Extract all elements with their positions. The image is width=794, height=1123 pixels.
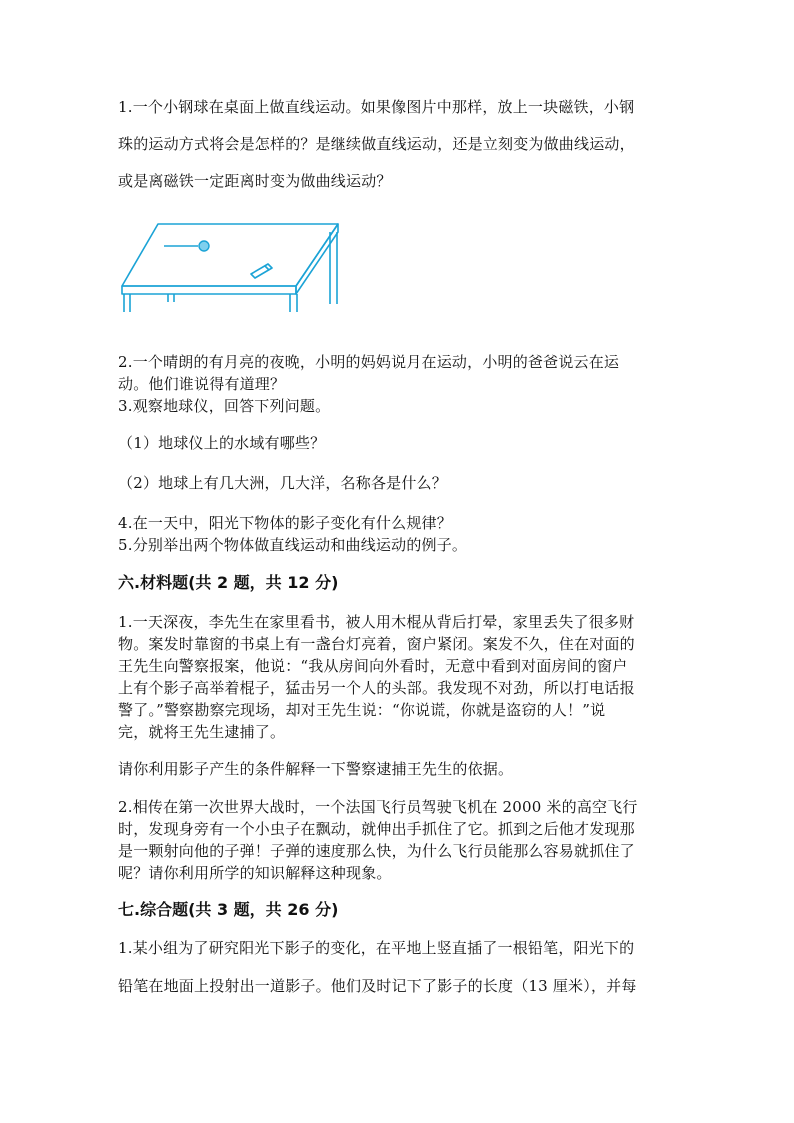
magnet-icon: [251, 264, 272, 278]
s6-p2-line-3: 是一颗射向他的子弹！子弹的速度那么快，为什么飞行员能那么容易就抓住了: [118, 842, 635, 860]
table-top: [122, 224, 338, 286]
q2-line-2: 动。他们谁说得有道理？: [118, 375, 286, 393]
s6-p1-line-1: 1.一天深夜，李先生在家里看书，被人用木棍从背后打晕，家里丢失了很多财: [118, 613, 635, 631]
q3-sub-1: （1）地球仪上的水域有哪些？: [118, 434, 326, 452]
steel-ball-icon: [199, 241, 209, 251]
s7-p1-line-2: 铅笔在地面上投射出一道影子。他们及时记下了影子的长度（13 厘米），并每: [118, 977, 637, 995]
q5-line: 5.分别举出两个物体做直线运动和曲线运动的例子。: [118, 536, 468, 554]
s6-p1-line-3: 王先生向警察报案，他说：“我从房间向外看时，无意中看到对面房间的窗户: [118, 657, 628, 675]
table-front-edge: [122, 286, 296, 294]
q4-line: 4.在一天中，阳光下物体的影子变化有什么规律？: [118, 514, 452, 532]
section-7-title: 七.综合题(共 3 题，共 26 分): [118, 900, 339, 919]
q1-line-1: 1.一个小钢球在桌面上做直线运动。如果像图片中那样，放上一块磁铁，小钢: [118, 98, 635, 116]
s6-p1-line-6: 完，就将王先生逮捕了。: [118, 723, 286, 741]
s6-p1-question: 请你利用影子产生的条件解释一下警察逮捕王先生的依据。: [118, 760, 514, 778]
q1-line-2: 珠的运动方式将会是怎样的？是继续做直线运动，还是立刻变为做曲线运动，: [118, 135, 635, 153]
s6-p1-line-5: 警了。”警察勘察完现场，却对王先生说：“你说谎，你就是盗窃的人！”说: [118, 701, 606, 719]
section-6-title: 六.材料题(共 2 题，共 12 分): [118, 573, 339, 592]
s6-p1-line-4: 上有个影子高举着棍子，猛击另一个人的头部。我发现不对劲，所以打电话报: [118, 679, 635, 697]
q1-line-3: 或是离磁铁一定距离时变为做曲线运动？: [118, 172, 392, 190]
q2-line-1: 2.一个晴朗的有月亮的夜晚，小明的妈妈说月在运动，小明的爸爸说云在运: [118, 353, 620, 371]
s6-p2-line-1: 2.相传在第一次世界大战时，一个法国飞行员驾驶飞机在 2000 米的高空飞行: [118, 798, 638, 816]
table-ball-magnet-figure: [118, 218, 344, 314]
q3-sub-2: （2）地球上有几大洲，几大洋，名称各是什么？: [118, 474, 447, 492]
table-side-edge: [296, 224, 338, 294]
s6-p2-line-2: 时，发现身旁有一个小虫子在飘动，就伸出手抓住了它。抓到之后他才发现那: [118, 820, 635, 838]
s6-p1-line-2: 物。案发时靠窗的书桌上有一盏台灯亮着，窗户紧闭。案发不久，住在对面的: [118, 635, 635, 653]
s6-p2-line-4: 呢？请你利用所学的知识解释这种现象。: [118, 864, 392, 882]
q3-line: 3.观察地球仪，回答下列问题。: [118, 397, 331, 415]
s7-p1-line-1: 1.某小组为了研究阳光下影子的变化，在平地上竖直插了一根铅笔，阳光下的: [118, 939, 635, 957]
